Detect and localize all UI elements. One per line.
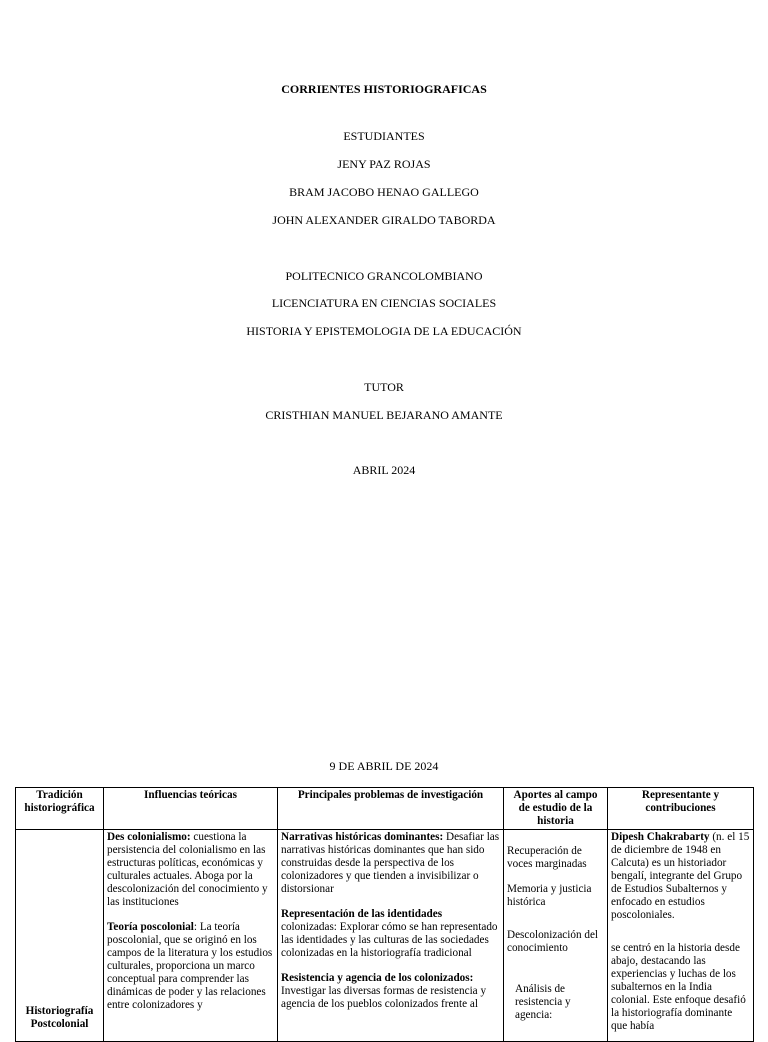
contributions-cell [504, 830, 608, 1042]
month-year: ABRIL 2024 [352, 463, 416, 477]
contribution-item: Análisis de resistencia y agencia: [515, 983, 571, 1021]
header-influences: Influencias teóricas [104, 788, 278, 830]
problem-item: Resistencia y agencia de los colonizados: Investigar las diversas formas de resistencia y agencia de los pueblos colonizados frente al [281, 972, 487, 1010]
influence-item: Teoría poscolonial: La teoría poscolonial, que se originó en los campos de la literatura y los estudios culturales, proporciona un marco conceptual para comprender las dinámicas de poder y las relaciones entre colonizadores y [107, 921, 273, 1011]
historiography-table [15, 787, 754, 1042]
contribution-item: Recuperación de voces marginadas [507, 845, 587, 870]
contribution-item: Memoria y justicia histórica [507, 883, 592, 908]
representative-cell [608, 830, 754, 1042]
problems-cell [278, 830, 504, 1042]
course-name: HISTORIA Y EPISTEMOLOGIA DE LA EDUCACIÓN [246, 324, 522, 338]
student-name: BRAM JACOBO HENAO GALLEGO [289, 185, 479, 199]
institution-name: POLITECNICO GRANCOLOMBIANO [285, 269, 483, 283]
document-title: CORRIENTES HISTORIOGRAFICAS [281, 82, 487, 96]
tutor-name: CRISTHIAN MANUEL BEJARANO AMANTE [265, 408, 503, 422]
program-name: LICENCIATURA EN CIENCIAS SOCIALES [271, 296, 497, 310]
tradition-cell: Historiografía Postcolonial [16, 830, 104, 1042]
header-contributions: Aportes al campo de estudio de la historia [504, 788, 608, 830]
representative-item: Dipesh Chakrabarty (n. el 15 de diciembre de 1948 en Calcuta) es un historiador bengalí, integrante del Grupo de Estudios Subalternos y enfocado en estudios poscoloniales. [611, 831, 750, 921]
contribution-item: Descolonización del conocimiento [507, 929, 599, 954]
student-name: JOHN ALEXANDER GIRALDO TABORDA [272, 213, 496, 227]
tutor-label: TUTOR [364, 380, 404, 394]
header-representative: Representante y contribuciones [608, 788, 754, 830]
influence-item: Des colonialismo: cuestiona la persistencia del colonialismo en las estructuras políticas, económicas y culturales actuales. Aboga por la descolonización del conocimiento y las instituciones [107, 831, 268, 908]
table-header-row [16, 788, 754, 830]
header-problems: Principales problemas de investigación [278, 788, 504, 830]
problem-item: Narrativas históricas dominantes: Desafiar las narrativas históricas dominantes que han sido construidas desde la perspectiva de los colonizadores y que tienden a invisibilizar o distorsionar [281, 831, 500, 895]
student-name: JENY PAZ ROJAS [337, 157, 431, 171]
document-date: 9 DE ABRIL DE 2024 [329, 759, 439, 773]
header-tradition: Tradición historiográfica [16, 788, 104, 830]
representative-item: se centró en la historia desde abajo, destacando las experiencias y luchas de los subalternos en la India colonial. Este enfoque desafió la historiografía dominante que había [611, 942, 746, 1032]
students-label: ESTUDIANTES [343, 129, 425, 143]
problem-item: Representación de las identidades colonizadas: Explorar cómo se han representado las identidades y las culturas de las sociedades colonizadas en la historiografía tradicional [281, 908, 498, 959]
influences-cell [104, 830, 278, 1042]
table-row [16, 830, 754, 1042]
